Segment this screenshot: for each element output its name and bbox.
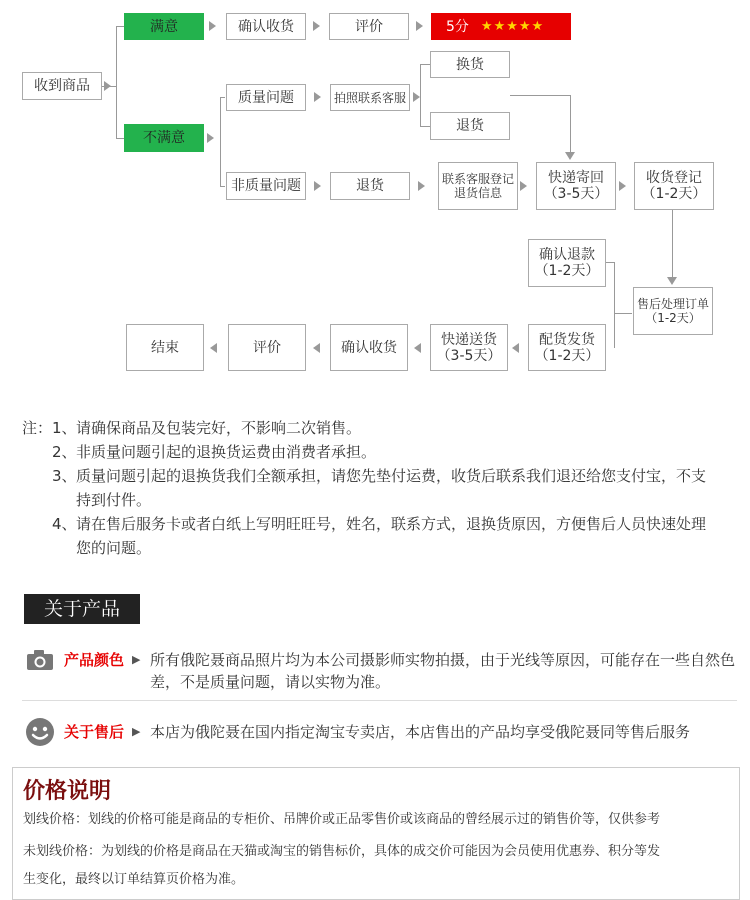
smiley-icon <box>22 717 58 747</box>
arrow-left-icon <box>313 343 320 353</box>
arrow-right-icon <box>207 133 214 143</box>
node-received: 收到商品 <box>22 72 102 100</box>
price-line: 划线价格：划线的价格可能是商品的专柜价、吊牌价或正品零售价或该商品的曾经展示过的销售价等，仅供参考 <box>23 812 661 827</box>
node-return-2: 退货 <box>330 172 410 200</box>
node-end: 结束 <box>126 324 204 371</box>
node-quality-issue: 质量问题 <box>226 84 306 111</box>
note-number: 4、 <box>52 515 77 533</box>
connector <box>220 186 225 187</box>
arrow-down-icon <box>667 277 677 285</box>
note-item <box>22 440 716 464</box>
arrow-right-icon <box>520 181 527 191</box>
note-item <box>22 512 716 560</box>
node-cs-register: 联系客服登记 退货信息 <box>438 162 518 210</box>
connector <box>672 209 673 277</box>
connector <box>614 262 615 348</box>
arrow-right-icon <box>418 181 425 191</box>
arrow-right-icon <box>619 181 626 191</box>
connector <box>606 262 614 263</box>
node-ship-back: 快递寄回 （3-5天） <box>536 162 616 210</box>
node-confirm-receipt: 确认收货 <box>226 13 306 40</box>
triangle-right-icon: ▶ <box>132 653 141 666</box>
after-sales-row <box>22 717 737 747</box>
note-text: 请确保商品及包装完好，不影响二次销售。 <box>76 419 362 437</box>
notes-section <box>22 416 716 560</box>
note-text: 请在售后服务卡或者白纸上写明旺旺号，姓名，联系方式，退换货原因，方便售后人员快速处理您的问题。 <box>76 515 707 557</box>
node-review-2: 评价 <box>228 324 306 371</box>
after-sales-text: 本店为俄陀聂在国内指定淘宝专卖店，本店售出的产品均享受俄陀聂同等售后服务 <box>150 723 691 741</box>
connector <box>220 97 225 98</box>
product-color-row <box>22 645 737 693</box>
star-rating-icon: ★★★★★ <box>480 18 545 34</box>
arrow-down-icon <box>565 152 575 160</box>
triangle-right-icon: ▶ <box>132 725 141 738</box>
arrow-right-icon <box>314 181 321 191</box>
node-confirm-receipt-2: 确认收货 <box>330 324 408 371</box>
node-confirm-refund: 确认退款 （1-2天） <box>528 239 606 287</box>
connector <box>116 26 124 27</box>
note-item <box>22 464 716 512</box>
node-non-quality-issue: 非质量问题 <box>226 172 306 200</box>
arrow-right-icon <box>209 21 216 31</box>
connector <box>116 138 124 139</box>
about-product-heading: 关于产品 <box>24 594 140 624</box>
price-explanation-box <box>12 767 740 900</box>
node-review: 评价 <box>329 13 409 40</box>
note-number: 2、 <box>52 443 77 461</box>
note-item <box>22 416 716 440</box>
node-express-delivery: 快递送货 （3-5天） <box>430 324 508 371</box>
arrow-right-icon <box>104 81 111 91</box>
arrow-right-icon <box>314 92 321 102</box>
node-satisfied: 满意 <box>124 13 204 40</box>
node-return: 退货 <box>430 112 510 140</box>
notes-prefix: 注： <box>22 419 53 437</box>
camera-icon <box>22 645 58 675</box>
connector <box>420 126 430 127</box>
connector <box>116 26 117 138</box>
note-text: 非质量问题引起的退换货运费由消费者承担。 <box>76 443 377 461</box>
product-color-label: 产品颜色 <box>64 651 125 669</box>
arrow-right-icon <box>416 21 423 31</box>
node-photo-contact: 拍照联系客服 <box>330 84 410 111</box>
price-line: 生变化，最终以订单结算页价格为准。 <box>23 872 245 887</box>
node-exchange: 换货 <box>430 51 510 78</box>
arrow-left-icon <box>512 343 519 353</box>
connector <box>420 64 430 65</box>
rating-label: 5分 <box>446 18 469 35</box>
node-unsatisfied: 不满意 <box>124 124 204 152</box>
connector <box>220 97 221 186</box>
arrow-right-icon <box>413 92 420 102</box>
arrow-right-icon <box>313 21 320 31</box>
node-receive-register: 收货登记 （1-2天） <box>634 162 714 210</box>
connector <box>510 95 570 96</box>
arrow-left-icon <box>210 343 217 353</box>
price-line: 未划线价格：为划线的价格是商品在天猫或淘宝的销售标价，具体的成交价可能因为会员使用优惠券、积分等发 <box>23 844 661 859</box>
node-dispatch: 配货发货 （1-2天） <box>528 324 606 371</box>
connector <box>570 95 571 153</box>
rating-badge <box>431 13 571 40</box>
product-color-text: 所有俄陀聂商品照片均为本公司摄影师实物拍摄，由于光线等原因，可能存在一些自然色差，不是质量问题，请以实物为准。 <box>150 651 736 691</box>
note-text: 质量问题引起的退换货我们全额承担，请您先垫付运费，收货后联系我们退还给您支付宝，不支持到付件。 <box>76 467 707 509</box>
price-explanation-title: 价格说明 <box>23 779 112 804</box>
connector <box>614 313 632 314</box>
node-after-sales-order: 售后处理订单 （1-2天） <box>633 287 713 335</box>
divider <box>22 700 737 701</box>
return-process-flowchart <box>0 0 750 380</box>
connector <box>420 64 421 126</box>
note-number: 3、 <box>52 467 77 485</box>
arrow-left-icon <box>414 343 421 353</box>
note-number: 1、 <box>52 419 77 437</box>
after-sales-label: 关于售后 <box>64 723 125 741</box>
